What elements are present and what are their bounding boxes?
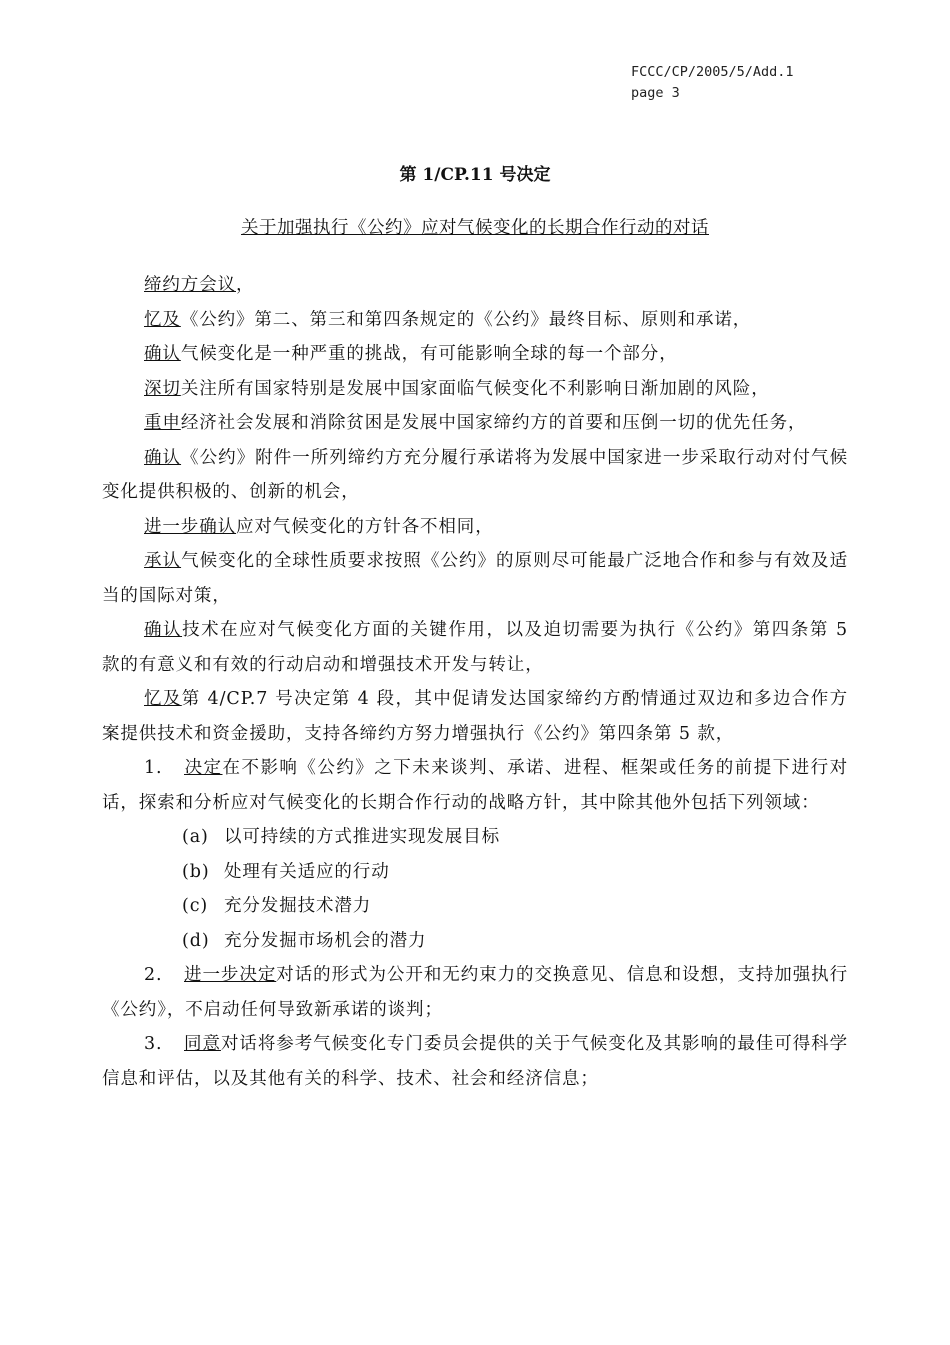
- preamble-paragraph: [102, 613, 848, 682]
- sub-item: [102, 889, 848, 924]
- preamble-paragraph: [102, 406, 848, 441]
- decision-title: 第 1/CP.11 号决定: [399, 165, 551, 185]
- sub-item-text: 处理有关适应的行动: [224, 861, 390, 882]
- sub-item-text: 以可持续的方式推进实现发展目标: [224, 827, 500, 847]
- preamble-paragraph: [102, 510, 848, 545]
- emphasis-term: 同意: [184, 1034, 221, 1054]
- document-body: [102, 268, 848, 1096]
- sub-item-label: (b): [182, 861, 210, 882]
- emphasis-term: 进一步决定: [184, 965, 277, 985]
- paragraph-text: 技术在应对气候变化方面的关键作用，以及迫切需要为执行《公约》第四条第 5 款的有意义和有效的行动启动和增强技术开发与转让，: [102, 620, 848, 675]
- paragraph-text: 气候变化的全球性质要求按照《公约》的原则尽可能最广泛地合作和参与有效及适当的国际对策，: [102, 551, 848, 606]
- emphasis-term: 深切: [144, 378, 181, 399]
- emphasis-term: 忆及: [144, 309, 181, 330]
- decision-subtitle: 关于加强执行《公约》应对气候变化的长期合作行动的对话: [241, 218, 709, 238]
- paragraph-text: 在不影响《公约》之下未来谈判、承诺、进程、框架或任务的前提下进行对话，探索和分析应对气候变化的长期合作行动的战略方针，其中除其他外包括下列领域：: [102, 758, 848, 813]
- paragraph-text: 第 4/CP.7 号决定第 4 段，其中促请发达国家缔约方酌情通过双边和多边合作方案提供技术和资金援助，支持各缔约方努力增强执行《公约》第四条第 5 款，: [102, 689, 848, 744]
- preamble-paragraph: [102, 337, 848, 372]
- sub-item-text: 充分发掘技术潜力: [224, 896, 372, 916]
- paragraph-text: 经济社会发展和消除贫困是发展中国家缔约方的首要和压倒一切的优先任务，: [180, 413, 807, 433]
- paragraph-text: 关注所有国家特别是发展中国家面临气候变化不利影响日渐加剧的风险，: [180, 378, 770, 399]
- operative-paragraph-3: [102, 1027, 848, 1096]
- document-symbol: FCCC/CP/2005/5/Add.1: [631, 64, 794, 80]
- emphasis-term: 忆及: [144, 689, 182, 709]
- emphasis-term: 承认: [144, 551, 182, 571]
- emphasis-term: 缔约方会议: [144, 275, 236, 295]
- emphasis-term: 决定: [184, 758, 223, 778]
- paragraph-number: 3.: [144, 1034, 163, 1054]
- operative-paragraph-2: [102, 958, 848, 1027]
- sub-item: [102, 924, 848, 959]
- paragraph-text: 《公约》第二、第三和第四条规定的《公约》最终目标、原则和承诺，: [180, 309, 752, 330]
- preamble-paragraph: [102, 544, 848, 613]
- sub-item-label: (a): [182, 827, 209, 847]
- page-number: page 3: [631, 85, 680, 101]
- preamble-paragraph: [102, 682, 848, 751]
- paragraph-text: 对话将参考气候变化专门委员会提供的关于气候变化及其影响的最佳可得科学信息和评估，以及其他有关的科学、技术、社会和经济信息；: [102, 1034, 848, 1089]
- preamble-paragraph: [102, 303, 848, 338]
- paragraph-text: ，: [236, 275, 255, 295]
- emphasis-term: 确认: [144, 344, 181, 364]
- emphasis-term: 确认: [144, 447, 182, 468]
- sub-item-label: (c): [182, 896, 209, 916]
- paragraph-text: 对话的形式为公开和无约束力的交换意见、信息和设想，支持加强执行《公约》，不启动任何导致新承诺的谈判；: [102, 965, 848, 1020]
- preamble-paragraph: [102, 372, 848, 407]
- sub-item: [102, 820, 848, 855]
- paragraph-number: 1.: [144, 758, 163, 778]
- operative-paragraph-1: [102, 751, 848, 820]
- paragraph-text: 应对气候变化的方针各不相同，: [236, 516, 494, 537]
- sub-item-text: 充分发掘市场机会的潜力: [224, 930, 427, 951]
- emphasis-term: 重申: [144, 413, 181, 433]
- paragraph-number: 2.: [144, 965, 163, 985]
- sub-item-label: (d): [182, 930, 210, 951]
- paragraph-text: 气候变化是一种严重的挑战，有可能影响全球的每一个部分，: [180, 344, 678, 364]
- preamble-paragraph: [102, 441, 848, 510]
- emphasis-term: 进一步确认: [144, 516, 236, 537]
- document-header: [631, 62, 794, 104]
- emphasis-term: 确认: [144, 620, 183, 640]
- sub-item: [102, 855, 848, 890]
- preamble-paragraph: [102, 268, 848, 303]
- paragraph-text: 《公约》附件一所列缔约方充分履行承诺将为发展中国家进一步采取行动对付气候变化提供积极的、创新的机会，: [102, 447, 848, 502]
